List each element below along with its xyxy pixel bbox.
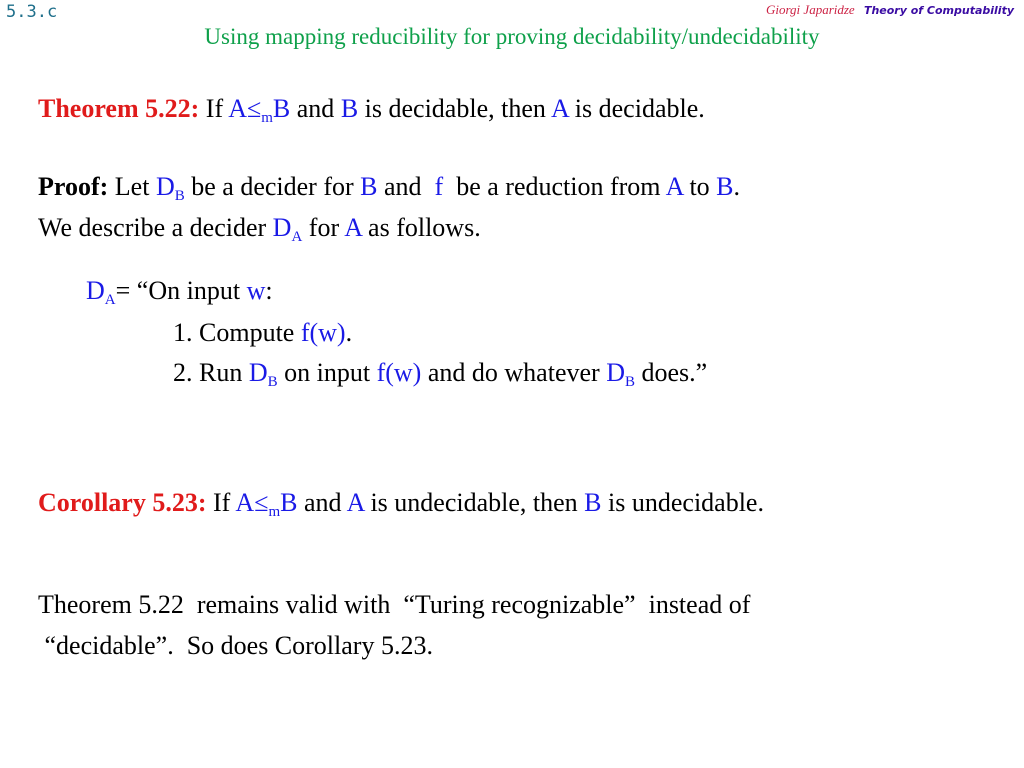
theorem-is-decidable: is decidable. bbox=[574, 94, 705, 123]
proof-describe-decider: We describe a decider bbox=[38, 213, 267, 242]
theorem-set-b-2: B bbox=[340, 94, 359, 123]
slide-title: Using mapping reducibility for proving decidability/undecidability bbox=[204, 24, 820, 49]
proof-set-a-2: A bbox=[344, 213, 362, 242]
theorem-m-subscript: m bbox=[261, 110, 273, 126]
corollary-and: and bbox=[303, 488, 342, 517]
proof-period: . bbox=[733, 172, 741, 201]
proof-function-f: f bbox=[434, 172, 444, 201]
step-1-end: . bbox=[345, 318, 353, 347]
algorithm-input-w: w bbox=[246, 276, 266, 305]
corollary-label: Corollary 5.23: bbox=[38, 488, 207, 517]
corollary-set-b: B bbox=[280, 488, 298, 517]
algorithm-on-input: = “On input bbox=[115, 276, 241, 305]
corollary-leq-symbol: ≤ bbox=[254, 488, 269, 517]
proof-set-b: B bbox=[360, 172, 378, 201]
step-2-decider-db-2: $D_B$ bbox=[606, 358, 635, 390]
theorem-is-decidable-then: is decidable, then bbox=[364, 94, 546, 123]
proof-and: and bbox=[383, 172, 422, 201]
algorithm-colon: : bbox=[265, 276, 273, 305]
step-1-fw: f(w) bbox=[300, 318, 346, 347]
proof-be-decider-for: be a decider for bbox=[191, 172, 354, 201]
proof-line-1 bbox=[38, 172, 740, 202]
corollary-m-subscript: m bbox=[268, 504, 281, 520]
theorem-set-a: A bbox=[228, 94, 247, 123]
note-line-2: “decidable”. So does Corollary 5.23. bbox=[38, 631, 433, 660]
corollary-is-undecidable: is undecidable. bbox=[608, 488, 764, 517]
step-1-text: 1. Compute bbox=[173, 318, 295, 347]
proof-as-follows: as follows. bbox=[368, 213, 481, 242]
corollary-set-a-2: A bbox=[346, 488, 364, 517]
theorem-if: If bbox=[205, 94, 224, 123]
proof-line-2 bbox=[38, 213, 481, 243]
proof-decider-db: $D_B$ bbox=[155, 172, 185, 204]
step-2-text: 2. Run bbox=[173, 358, 243, 387]
step-2-do-whatever: and do whatever bbox=[427, 358, 600, 387]
note-line-1: Theorem 5.22 remains valid with “Turing recognizable” instead of bbox=[38, 590, 751, 619]
proof-set-b-2: B bbox=[716, 172, 734, 201]
proof-for: for bbox=[308, 213, 340, 242]
algorithm-step-2 bbox=[173, 358, 707, 388]
author-name: Giorgi Japaridze bbox=[765, 2, 855, 17]
step-2-decider-db: $D_B$ bbox=[248, 358, 278, 390]
proof-to: to bbox=[689, 172, 710, 201]
proof-label: Proof: bbox=[38, 172, 109, 201]
algorithm-decider-da: $D_A$ bbox=[86, 276, 116, 308]
step-2-on-input: on input bbox=[284, 358, 371, 387]
theorem-leq-symbol: ≤ bbox=[246, 94, 262, 123]
theorem-and: and bbox=[296, 94, 335, 123]
corollary-statement bbox=[38, 488, 764, 518]
step-2-end: does.” bbox=[641, 358, 708, 387]
step-2-fw: f(w) bbox=[376, 358, 422, 387]
slide-header bbox=[766, 2, 1014, 18]
course-title: Theory of Computability bbox=[863, 4, 1014, 17]
theorem-set-a-2: A bbox=[550, 94, 569, 123]
proof-decider-da: $D_A$ bbox=[272, 213, 303, 245]
slide-number: 5.3.c bbox=[6, 2, 58, 22]
proof-set-a: A bbox=[665, 172, 683, 201]
corollary-set-b-2: B bbox=[584, 488, 602, 517]
theorem-set-b: B bbox=[272, 94, 291, 123]
proof-be-reduction-from: be a reduction from bbox=[456, 172, 661, 201]
corollary-if: If bbox=[213, 488, 231, 517]
corollary-is-undecidable-then: is undecidable, then bbox=[370, 488, 578, 517]
corollary-set-a: A bbox=[235, 488, 255, 517]
algorithm-header bbox=[86, 276, 273, 306]
theorem-statement bbox=[38, 94, 705, 124]
theorem-label: Theorem 5.22: bbox=[38, 94, 200, 123]
proof-let: Let bbox=[114, 172, 150, 201]
algorithm-step-1 bbox=[173, 318, 352, 348]
